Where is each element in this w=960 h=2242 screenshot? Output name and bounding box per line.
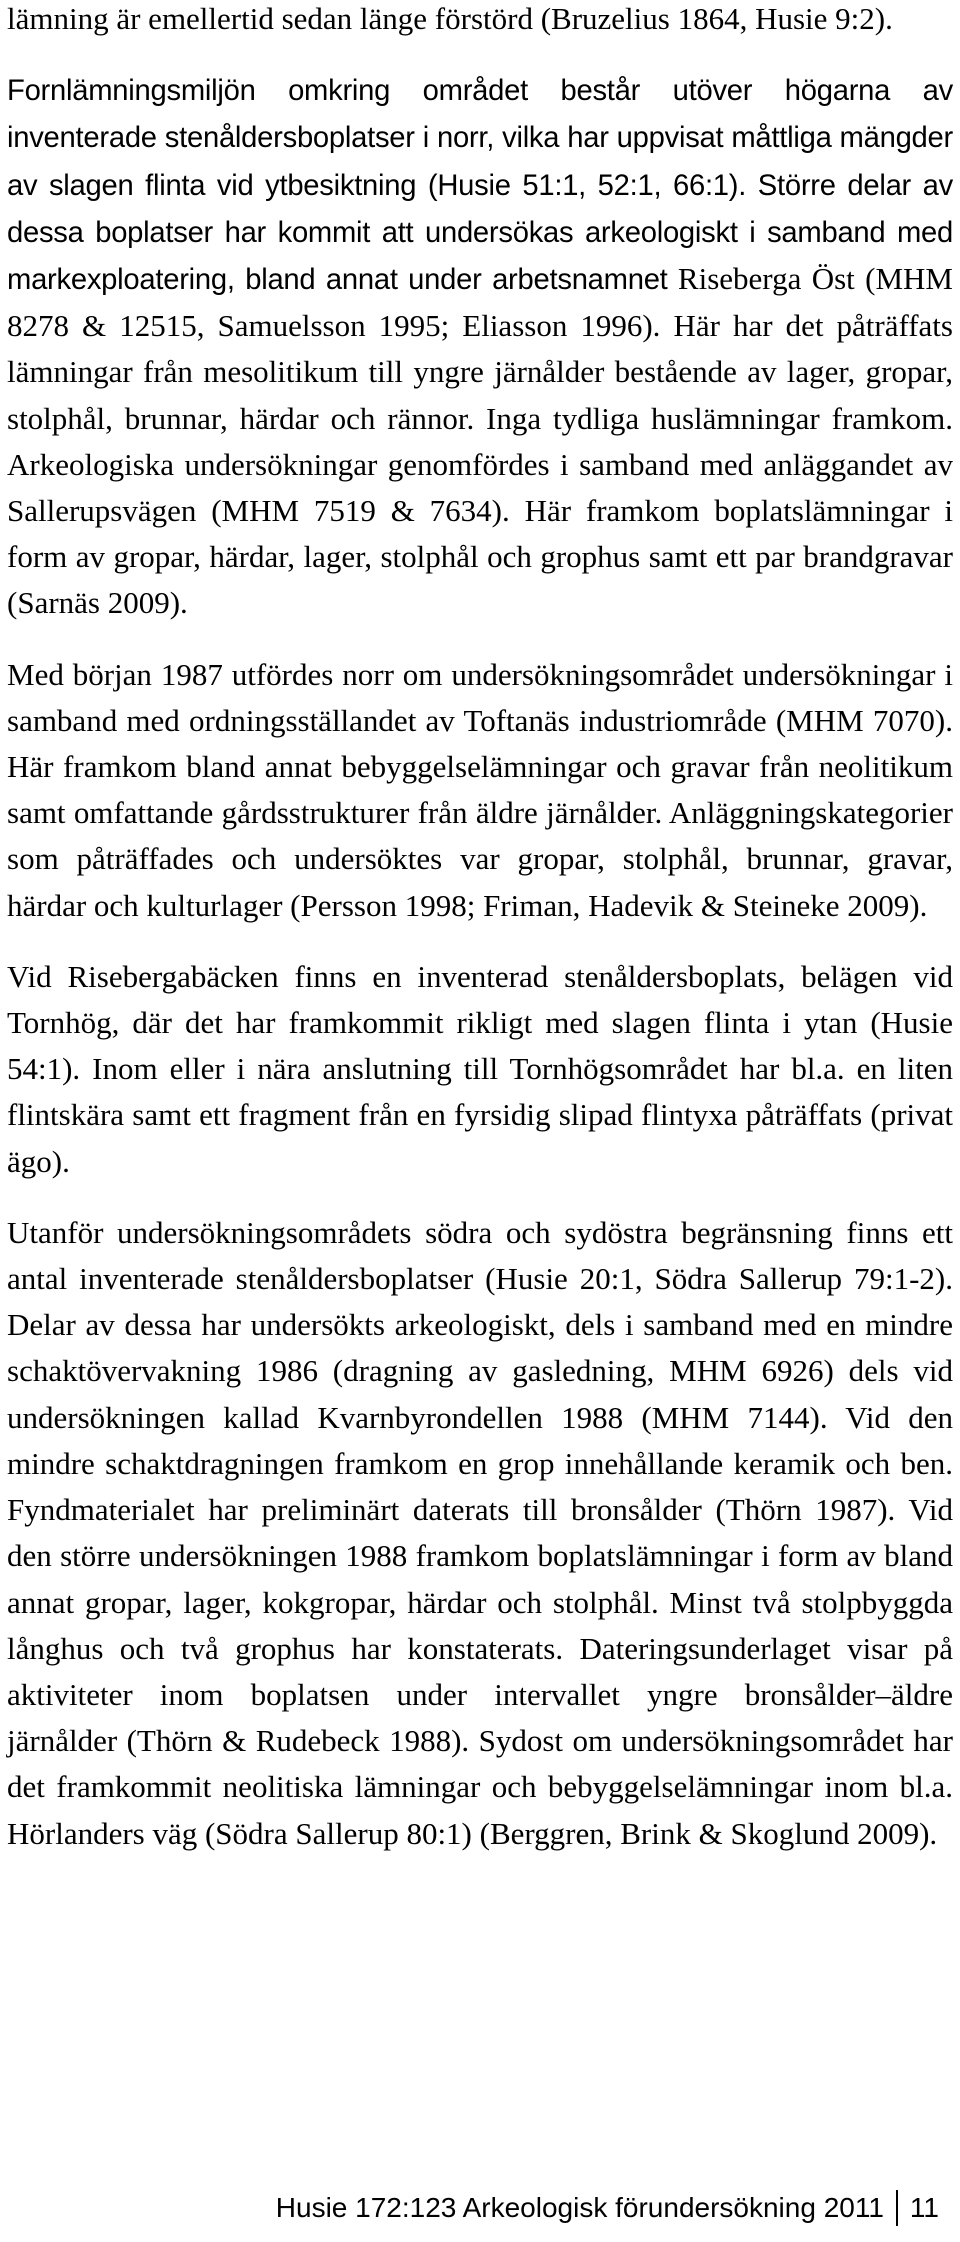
footer-title: Husie 172:123 Arkeologisk förundersökning 2011 <box>275 2192 884 2223</box>
footer-separator <box>896 2190 898 2226</box>
document-page <box>7 0 953 2242</box>
page-number: 11 <box>909 2192 939 2223</box>
paragraph-3: Med början 1987 utfördes norr om undersökningsområdet undersökningar i samband med ordningsställandet av Toftanäs industriområde (MHM 7070). Här framkom bland annat bebyggelselämningar och gravar från neolitikum samt omfattande gårdsstrukturer från äldre järnålder. Anläggningskategorier som påträffades och undersöktes var gropar, stolphål, brunnar, gravar, härdar och kulturlager (Persson 1998; Friman, Hadevik & Steineke 2009). <box>7 656 953 923</box>
page-footer <box>276 2190 939 2226</box>
paragraph-1: lämning är emellertid sedan länge förstörd (Bruzelius 1864, Husie 9:2). <box>7 1 893 36</box>
paragraph-2-sans-part: Fornlämningsmiljön omkring området består utöver högarna av inventerade stenåldersboplatser i norr, vilka har uppvisat måttliga mängder av slagen flinta vid ytbesiktning (Husie 51:1, 52:1, 66:1). Större delar av dessa boplatser har kommit att undersökas arkeologiskt i samband med markexploatering, bland annat under arbetsnamnet <box>7 75 953 297</box>
paragraph-2-serif-part: Riseberga Öst (MHM 8278 & 12515, Samuelsson 1995; Eliasson 1996). Här har det påträffats lämningar från mesolitikum till yngre järnålder bestående av lager, gropar, stolphål, brunnar, härdar och rännor. Inga tydliga huslämningar framkom. Arkeologiska undersökningar genomfördes i samband med anläggandet av Sallerupsvägen (MHM 7519 & 7634). Här framkom boplatslämningar i form av gropar, härdar, lager, stolphål och grophus samt ett par brandgravar (Sarnäs 2009). <box>7 261 953 621</box>
body-text <box>7 0 953 1882</box>
paragraph-4: Vid Risebergabäcken finns en inventerad stenåldersboplats, belägen vid Tornhög, där det har framkommit rikligt med slagen flinta i ytan (Husie 54:1). Inom eller i nära anslutning till Tornhögsområdet har bl.a. en liten flintskära samt ett fragment från en fyrsidig slipad flintyxa påträffats (privat ägo). <box>7 958 953 1179</box>
paragraph-5: Utanför undersökningsområdets södra och sydöstra begränsning finns ett antal inventerade stenåldersboplatser (Husie 20:1, Södra Sallerup 79:1-2). Delar av dessa har undersökts arkeologiskt, dels i samband med en mindre schaktövervakning 1986 (dragning av gasledning, MHM 6926) dels vid undersökningen kallad Kvarnbyrondellen 1988 (MHM 7144). Vid den mindre schaktdragningen framkom en grop innehållande keramik och ben. Fyndmaterialet har preliminärt daterats till bronsålder (Thörn 1987). Vid den större undersökningen 1988 framkom boplatslämningar i form av bland annat gropar, lager, kokgropar, härdar och stolphål. Minst två stolpbyggda långhus och två grophus har konstaterats. Dateringsunderlaget visar på aktiviteter inom boplatsen under intervallet yngre bronsålder–äldre järnålder (Thörn & Rudebeck 1988). Sydost om undersökningsområdet har det framkommit neolitiska lämningar och bebyggelselämningar inom bl.a. Hörlanders väg (Södra Sallerup 80:1) (Berggren, Brink & Skoglund 2009). <box>7 1214 953 1851</box>
paragraph-2 <box>7 67 953 626</box>
